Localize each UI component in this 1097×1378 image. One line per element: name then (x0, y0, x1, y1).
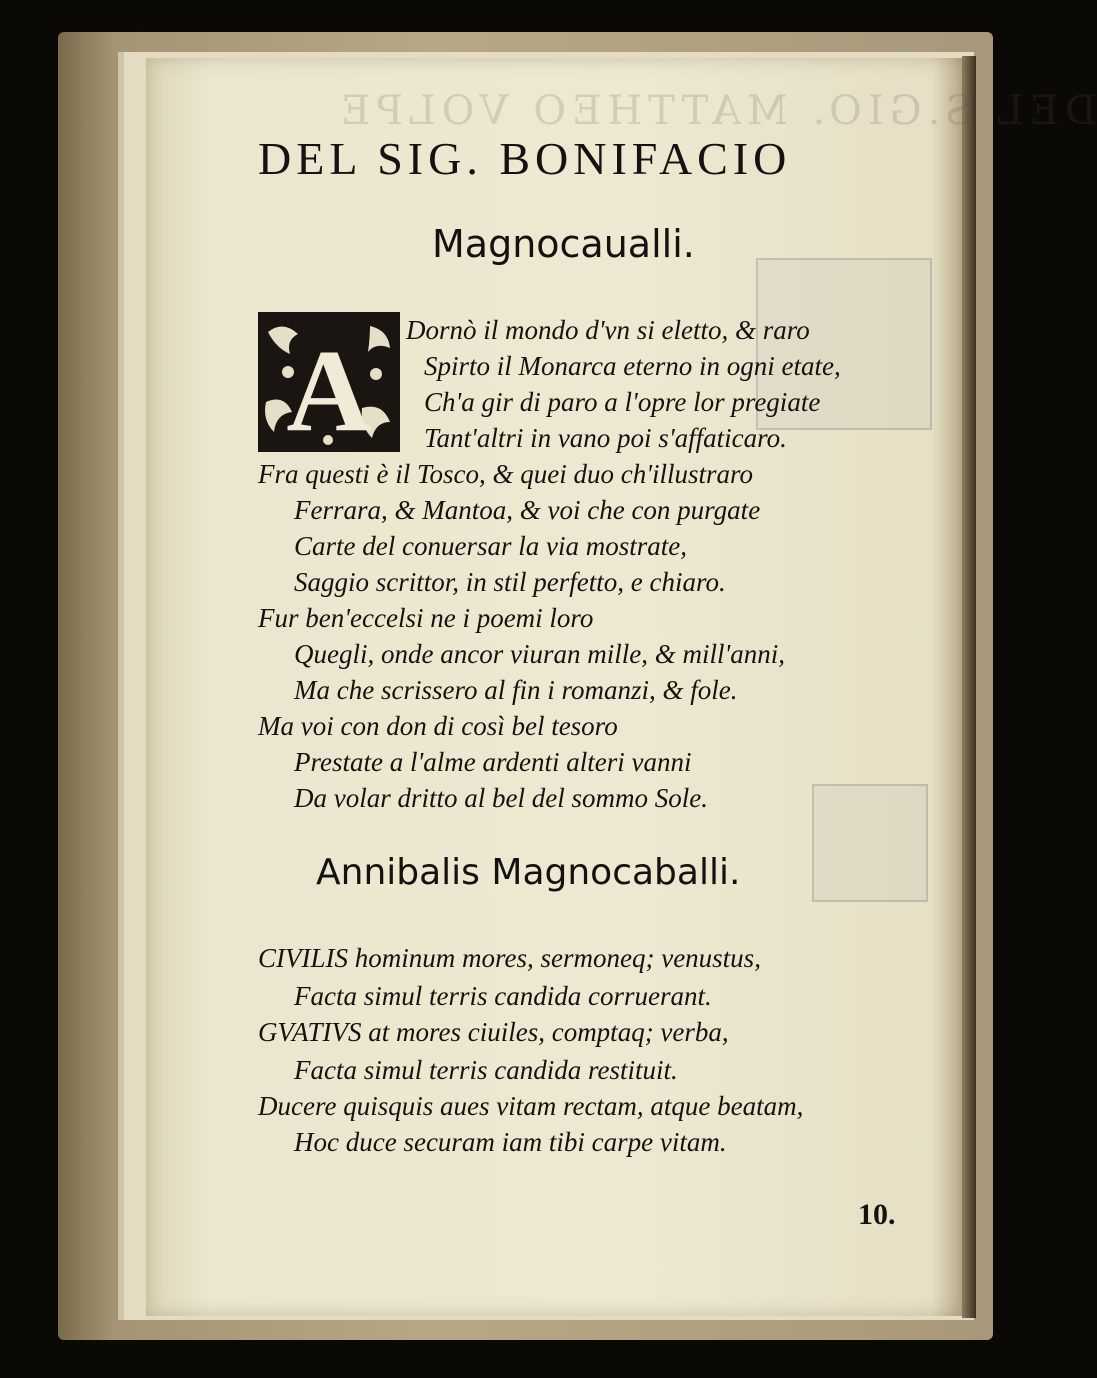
latin-line-1: CIVILIS hominum mores, sermoneq; venustus, (258, 943, 761, 973)
sonnet-line-14: Da volar dritto al bel del sommo Sole. (294, 783, 708, 813)
latin-line-3: GVATIVS at mores ciuiles, comptaq; verba, (258, 1017, 729, 1047)
epigram-heading: Annibalis Magnocaballi. (316, 852, 741, 893)
sonnet-line-12: Ma voi con don di così bel tesoro (258, 711, 618, 741)
sonnet-line-13: Prestate a l'alme ardenti alteri vanni (294, 747, 692, 777)
sonnet-line-6: Ferrara, & Mantoa, & voi che con purgate (294, 495, 761, 525)
page-subtitle: Magnocaualli. (432, 222, 695, 266)
latin-line-5: Ducere quisquis aues vitam rectam, atque beatam, (258, 1091, 804, 1121)
sonnet-line-8: Saggio scrittor, in stil perfetto, e chiaro. (294, 567, 726, 597)
gutter-shadow (962, 56, 976, 1318)
sonnet-line-10: Quegli, onde ancor viuran mille, & mill'anni, (294, 639, 785, 669)
sonnet-line-7: Carte del conuersar la via mostrate, (294, 531, 687, 561)
sonnet-line-4: Tant'altri in vano poi s'affaticaro. (424, 423, 787, 453)
page-number: 10. (858, 1198, 896, 1231)
show-through-text: DEL S.GIO. MATTHEO VOLPE (335, 88, 1097, 134)
sonnet-line-11: Ma che scrissero al fin i romanzi, & fole. (294, 675, 738, 705)
latin-line-2: Facta simul terris candida corruerant. (294, 981, 712, 1011)
latin-line-4: Facta simul terris candida restituit. (294, 1055, 678, 1085)
sonnet-line-2: Spirto il Monarca eterno in ogni etate, (424, 351, 841, 381)
svg-text:A: A (286, 325, 372, 456)
sonnet-line-9: Fur ben'eccelsi ne i poemi loro (258, 603, 594, 633)
page-title: DEL SIG. BONIFACIO (258, 133, 792, 184)
sonnet-line-3: Ch'a gir di paro a l'opre lor pregiate (424, 387, 821, 417)
sonnet-line-5: Fra questi è il Tosco, & quei duo ch'illustraro (258, 459, 754, 489)
show-through-ornament-2 (812, 784, 928, 902)
latin-line-6: Hoc duce securam iam tibi carpe vitam. (294, 1127, 727, 1157)
sonnet-line-1: Dornò il mondo d'vn si eletto, & raro (406, 315, 810, 345)
decorated-initial (258, 312, 400, 456)
